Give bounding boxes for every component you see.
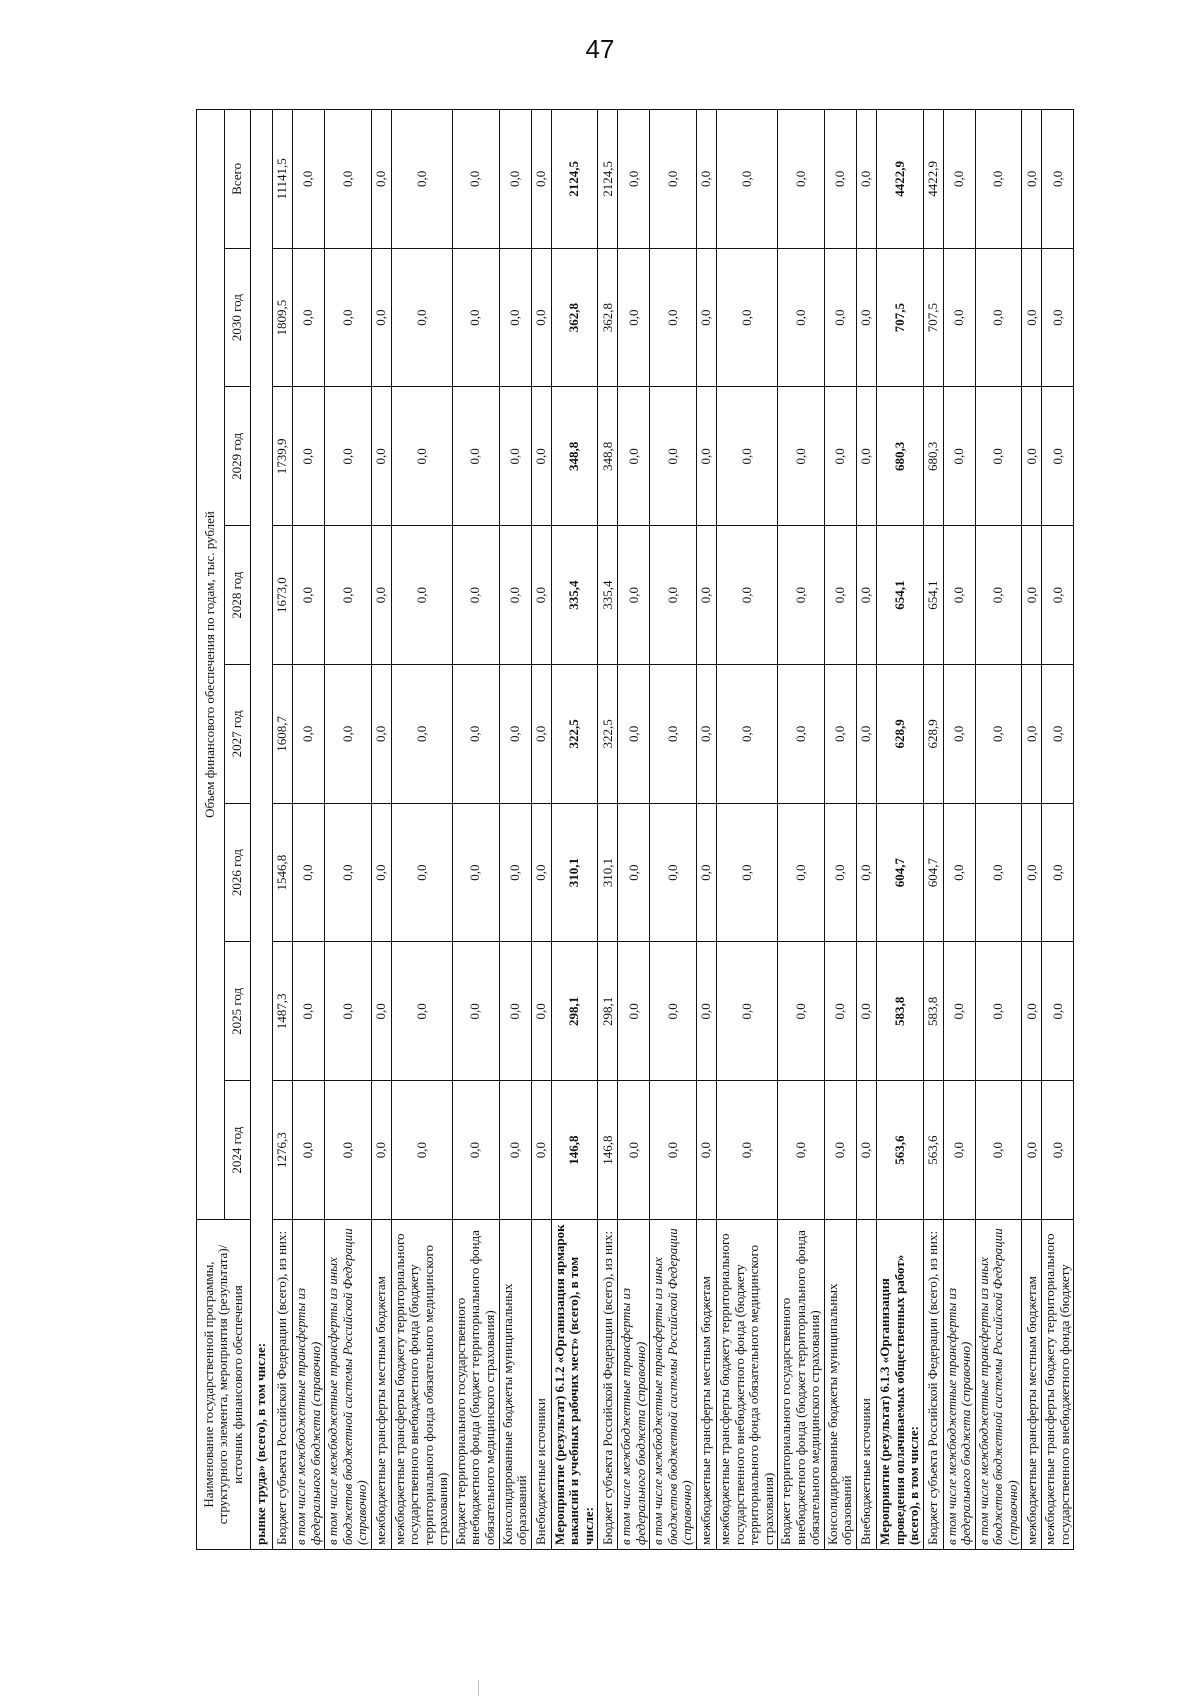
value-cell: 0,0 [371,942,391,1081]
value-cell: 0,0 [856,248,876,387]
value-cell: 0,0 [325,248,372,387]
table-row [325,109,372,1549]
value-cell: 0,0 [325,665,372,804]
value-cell: 0,0 [1042,665,1074,804]
value-cell: 0,0 [975,665,1022,804]
table-row [697,109,717,1549]
value-cell: 604,7 [923,803,943,942]
value-cell: 0,0 [778,387,825,526]
table-row [273,109,293,1549]
value-cell: 0,0 [531,248,551,387]
table-row [551,109,598,1549]
value-cell: 628,9 [923,665,943,804]
value-cell: 0,0 [371,665,391,804]
value-cell: 0,0 [1022,526,1042,665]
value-cell: 0,0 [717,387,778,526]
value-cell: 0,0 [293,387,325,526]
value-cell: 0,0 [531,665,551,804]
value-cell: 1487,3 [273,942,293,1081]
value-cell: 0,0 [650,942,697,1081]
row-label: Внебюджетные источники [856,1220,876,1550]
financing-table [196,109,1074,1550]
row-label: Бюджет субъекта Российской Федерации (всего), из них: [273,1220,293,1550]
value-cell: 0,0 [618,803,650,942]
value-cell: 0,0 [943,248,975,387]
value-cell: 0,0 [697,526,717,665]
value-cell: 0,0 [975,1081,1022,1220]
value-cell: 0,0 [1022,803,1042,942]
value-cell: 322,5 [598,665,618,804]
value-cell: 0,0 [824,526,856,665]
value-cell: 0,0 [824,665,856,804]
value-cell: 362,8 [551,248,598,387]
value-cell: 0,0 [650,803,697,942]
value-cell: 0,0 [452,109,499,248]
value-cell: 0,0 [856,665,876,804]
value-cell: 0,0 [531,1081,551,1220]
row-label: в том числе межбюджетные трансферты из федерального бюджета (справочно) [943,1220,975,1550]
scan-mark [478,1680,479,1696]
value-cell: 0,0 [717,803,778,942]
value-cell: 0,0 [325,387,372,526]
value-cell: 0,0 [531,387,551,526]
value-cell: 0,0 [943,665,975,804]
table-row [876,109,923,1549]
value-cell: 0,0 [778,526,825,665]
value-cell: 0,0 [717,1081,778,1220]
value-cell: 0,0 [452,803,499,942]
value-cell: 0,0 [650,665,697,804]
row-label: в том числе межбюджетные трансферты из федерального бюджета (справочно) [293,1220,325,1550]
rotated-table-container [196,110,1072,1550]
value-cell: 298,1 [551,942,598,1081]
value-cell: 563,6 [923,1081,943,1220]
value-cell: 0,0 [452,387,499,526]
value-cell: 0,0 [1022,109,1042,248]
row-label: межбюджетные трансферты бюджету территориального государственного внебюджетного фонда (бюджету территориального фонда обязательного медицинского страхования) [717,1220,778,1550]
value-cell: 335,4 [551,526,598,665]
value-cell: 0,0 [499,526,531,665]
value-cell: 0,0 [856,942,876,1081]
value-cell: 0,0 [856,803,876,942]
value-cell: 0,0 [499,1081,531,1220]
value-cell: 362,8 [598,248,618,387]
value-cell: 4422,9 [876,109,923,248]
value-cell: 0,0 [943,109,975,248]
table-row [943,109,975,1549]
value-cell: 583,8 [923,942,943,1081]
value-cell: 0,0 [650,1081,697,1220]
value-cell: 0,0 [293,526,325,665]
value-cell: 0,0 [1042,387,1074,526]
value-cell: 0,0 [778,1081,825,1220]
value-cell: 0,0 [856,109,876,248]
value-cell: 322,5 [551,665,598,804]
value-cell: 0,0 [618,109,650,248]
value-cell: 0,0 [1022,387,1042,526]
value-cell: 654,1 [923,526,943,665]
value-cell: 680,3 [876,387,923,526]
value-cell: 1809,5 [273,248,293,387]
value-cell: 0,0 [391,387,452,526]
value-cell: 0,0 [717,942,778,1081]
value-cell: 0,0 [856,1081,876,1220]
value-cell: 0,0 [452,665,499,804]
row-label: в том числе межбюджетные трансферты из федерального бюджета (справочно) [618,1220,650,1550]
value-cell: 0,0 [371,248,391,387]
value-cell: 0,0 [975,387,1022,526]
value-cell: 0,0 [824,387,856,526]
value-cell: 0,0 [293,1081,325,1220]
value-cell: 0,0 [975,248,1022,387]
value-cell: 0,0 [650,526,697,665]
value-cell: 0,0 [531,942,551,1081]
value-cell: 0,0 [697,248,717,387]
value-cell: 707,5 [923,248,943,387]
table-row [923,109,943,1549]
value-cell: 0,0 [1042,942,1074,1081]
value-cell: 0,0 [293,248,325,387]
value-cell: 0,0 [325,1081,372,1220]
value-cell: 1276,3 [273,1081,293,1220]
value-cell: 0,0 [1022,942,1042,1081]
year-header: 2024 год [225,1081,251,1220]
value-cell: 0,0 [1022,248,1042,387]
value-cell: 0,0 [499,248,531,387]
value-cell: 0,0 [452,248,499,387]
value-cell: 680,3 [923,387,943,526]
value-cell: 0,0 [975,942,1022,1081]
value-cell: 0,0 [717,526,778,665]
value-cell: 583,8 [876,942,923,1081]
table-row [293,109,325,1549]
value-cell: 0,0 [1042,248,1074,387]
table-row [824,109,856,1549]
value-cell: 0,0 [325,526,372,665]
value-cell: 146,8 [598,1081,618,1220]
row-label: Бюджет субъекта Российской Федерации (всего), из них: [923,1220,943,1550]
value-cell: 1608,7 [273,665,293,804]
value-cell: 0,0 [1022,665,1042,804]
value-cell: 0,0 [499,665,531,804]
table-row [856,109,876,1549]
value-cell: 0,0 [943,1081,975,1220]
value-cell: 0,0 [371,526,391,665]
value-cell: 0,0 [824,1081,856,1220]
value-cell: 0,0 [943,526,975,665]
value-cell: 0,0 [650,248,697,387]
value-cell: 310,1 [598,803,618,942]
value-cell: 1739,9 [273,387,293,526]
value-cell: 0,0 [531,803,551,942]
value-cell: 0,0 [391,942,452,1081]
year-header: 2030 год [225,248,251,387]
row-label: межбюджетные трансферты местным бюджетам [1022,1220,1042,1550]
value-cell: 0,0 [531,109,551,248]
table-row [618,109,650,1549]
value-cell: 0,0 [717,248,778,387]
row-label: межбюджетные трансферты бюджету территориального государственного внебюджетного фонда (бюджету территориального фонда обязательного медицинского страхования) [391,1220,452,1550]
value-cell: 0,0 [943,803,975,942]
value-cell: 298,1 [598,942,618,1081]
value-cell: 0,0 [618,665,650,804]
value-cell: 348,8 [598,387,618,526]
section-title: рынке труда» (всего), в том числе: [251,109,273,1549]
table-row [452,109,499,1549]
value-cell: 0,0 [717,665,778,804]
header-group: Объем финансового обеспечения по годам, тыс. рублей [197,109,225,1219]
value-cell: 0,0 [293,665,325,804]
value-cell: 0,0 [697,109,717,248]
value-cell: 0,0 [697,1081,717,1220]
value-cell: 0,0 [499,109,531,248]
value-cell: 0,0 [824,942,856,1081]
table-row [371,109,391,1549]
table-row [778,109,825,1549]
value-cell: 0,0 [1042,526,1074,665]
year-header: 2027 год [225,665,251,804]
value-cell: 0,0 [697,942,717,1081]
value-cell: 0,0 [531,526,551,665]
value-cell: 0,0 [778,248,825,387]
value-cell: 0,0 [824,248,856,387]
value-cell: 0,0 [618,526,650,665]
value-cell: 0,0 [391,248,452,387]
value-cell: 0,0 [293,942,325,1081]
value-cell: 0,0 [452,526,499,665]
value-cell: 604,7 [876,803,923,942]
value-cell: 0,0 [371,1081,391,1220]
table-body [251,109,1074,1549]
value-cell: 0,0 [824,109,856,248]
value-cell: 335,4 [598,526,618,665]
value-cell: 1673,0 [273,526,293,665]
value-cell: 0,0 [452,942,499,1081]
table-row [598,109,618,1549]
value-cell: 310,1 [551,803,598,942]
year-header: Всего [225,109,251,248]
table-row [975,109,1022,1549]
year-header: 2029 год [225,387,251,526]
value-cell: 0,0 [499,387,531,526]
value-cell: 0,0 [778,942,825,1081]
value-cell: 0,0 [1042,109,1074,248]
value-cell: 348,8 [551,387,598,526]
table-row [531,109,551,1549]
value-cell: 0,0 [499,803,531,942]
value-cell: 146,8 [551,1081,598,1220]
value-cell: 0,0 [856,526,876,665]
value-cell: 2124,5 [598,109,618,248]
value-cell: 0,0 [391,665,452,804]
value-cell: 0,0 [618,248,650,387]
page-number: 47 [585,34,615,64]
value-cell: 0,0 [391,526,452,665]
value-cell: 4422,9 [923,109,943,248]
row-label: в том числе межбюджетные трансферты из иных бюджетов бюджетной системы Российской Федерации (справочно) [650,1220,697,1550]
row-label: Консолидированные бюджеты муниципальных образований [499,1220,531,1550]
value-cell: 0,0 [371,109,391,248]
value-cell: 0,0 [650,109,697,248]
value-cell: 0,0 [325,109,372,248]
row-label: в том числе межбюджетные трансферты из иных бюджетов бюджетной системы Российской Федерации (справочно) [975,1220,1022,1550]
value-cell: 0,0 [824,803,856,942]
table-row [650,109,697,1549]
value-cell: 0,0 [697,387,717,526]
year-header: 2028 год [225,526,251,665]
value-cell: 0,0 [856,387,876,526]
value-cell: 0,0 [650,387,697,526]
value-cell: 0,0 [943,387,975,526]
value-cell: 0,0 [1022,1081,1042,1220]
row-label: Консолидированные бюджеты муниципальных образований [824,1220,856,1550]
value-cell: 0,0 [618,387,650,526]
header-name: Наименование государственной программы, структурного элемента, мероприятия (результата)/источник финансового обеспечения [197,1220,251,1550]
value-cell: 0,0 [975,526,1022,665]
row-label: Мероприятие (результат) 6.1.3 «Организация проведения оплачиваемых общественных работ» (всего), в том числе: [876,1220,923,1550]
value-cell: 628,9 [876,665,923,804]
year-header: 2026 год [225,803,251,942]
table-row [1042,109,1074,1549]
value-cell: 0,0 [975,803,1022,942]
value-cell: 0,0 [697,665,717,804]
row-label: Внебюджетные источники [531,1220,551,1550]
value-cell: 0,0 [778,803,825,942]
value-cell: 0,0 [325,942,372,1081]
table-row [1022,109,1042,1549]
value-cell: 0,0 [943,942,975,1081]
value-cell: 1546,8 [273,803,293,942]
value-cell: 0,0 [778,109,825,248]
value-cell: 0,0 [371,803,391,942]
value-cell: 0,0 [975,109,1022,248]
table-row [717,109,778,1549]
value-cell: 0,0 [499,942,531,1081]
value-cell: 0,0 [391,803,452,942]
value-cell: 0,0 [391,109,452,248]
value-cell: 0,0 [325,803,372,942]
value-cell: 0,0 [371,387,391,526]
row-label: Бюджет территориального государственного внебюджетного фонда (бюджет территориального фонда обязательного медицинского страхования) [452,1220,499,1550]
value-cell: 0,0 [293,803,325,942]
row-label: Бюджет территориального государственного внебюджетного фонда (бюджет территориального фонда обязательного медицинского страхования) [778,1220,825,1550]
value-cell: 2124,5 [551,109,598,248]
value-cell: 0,0 [293,109,325,248]
row-label: межбюджетные трансферты местным бюджетам [697,1220,717,1550]
value-cell: 0,0 [391,1081,452,1220]
value-cell: 707,5 [876,248,923,387]
table-row [391,109,452,1549]
value-cell: 563,6 [876,1081,923,1220]
value-cell: 0,0 [697,803,717,942]
table-row [499,109,531,1549]
value-cell: 0,0 [778,665,825,804]
row-label: Мероприятие (результат) 6.1.2 «Организация ярмарок вакансий и учебных рабочих мест» (всего), в том числе: [551,1220,598,1550]
value-cell: 0,0 [618,942,650,1081]
row-label: Бюджет субъекта Российской Федерации (всего), из них: [598,1220,618,1550]
value-cell: 0,0 [452,1081,499,1220]
value-cell: 654,1 [876,526,923,665]
year-header: 2025 год [225,942,251,1081]
value-cell: 0,0 [618,1081,650,1220]
row-label: межбюджетные трансферты бюджету территориального государственного внебюджетного фонда (бюджету [1042,1220,1074,1550]
value-cell: 0,0 [1042,803,1074,942]
value-cell: 0,0 [1042,1081,1074,1220]
row-label: межбюджетные трансферты местным бюджетам [371,1220,391,1550]
row-label: в том числе межбюджетные трансферты из иных бюджетов бюджетной системы Российской Федерации (справочно) [325,1220,372,1550]
value-cell: 11141,5 [273,109,293,248]
value-cell: 0,0 [717,109,778,248]
